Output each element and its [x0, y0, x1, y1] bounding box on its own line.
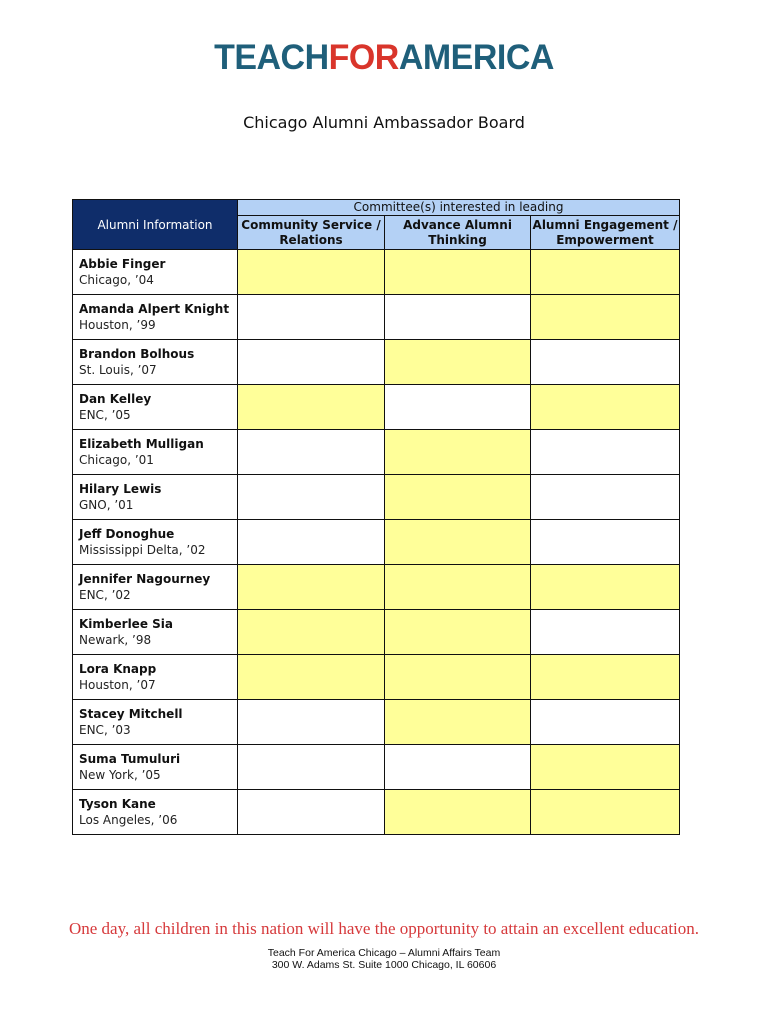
alumni-info-cell [73, 610, 238, 655]
alumni-engagement-cell-empty [531, 340, 680, 385]
alumni-engagement-cell-selected [531, 295, 680, 340]
table-row [73, 385, 680, 430]
alumni-region-year: Houston, ’07 [79, 678, 156, 692]
alumni-info-cell [73, 655, 238, 700]
alumni-region-year: Chicago, ’01 [79, 453, 154, 467]
advance-alumni-thinking-cell-selected [385, 475, 531, 520]
footer-address-line: 300 W. Adams St. Suite 1000 Chicago, IL 60606 [271, 959, 497, 971]
mission-tagline: One day, all children in this nation will have the opportunity to attain an excellent education. [68, 919, 700, 938]
alumni-info-cell [73, 565, 238, 610]
table-row [73, 250, 680, 295]
alumni-engagement-cell-selected [531, 565, 680, 610]
alumni-engagement-cell-empty [531, 430, 680, 475]
community-service-cell-empty [238, 745, 385, 790]
community-service-cell-empty [238, 340, 385, 385]
alumni-name: Suma Tumuluri [79, 752, 181, 766]
header-committees-group: Committee(s) interested in leading [238, 200, 680, 216]
page-title: Chicago Alumni Ambassador Board [243, 113, 525, 132]
advance-alumni-thinking-cell-selected [385, 655, 531, 700]
alumni-region-year: ENC, ’03 [79, 723, 131, 737]
alumni-name: Lora Knapp [79, 662, 157, 676]
alumni-region-year: Mississippi Delta, ’02 [79, 543, 206, 557]
alumni-info-cell [73, 295, 238, 340]
footer-team-line: Teach For America Chicago – Alumni Affairs Team [267, 947, 501, 959]
footer [0, 947, 768, 971]
alumni-info-cell [73, 700, 238, 745]
ambassador-board-table [72, 199, 680, 835]
advance-alumni-thinking-cell-selected [385, 250, 531, 295]
alumni-name: Jennifer Nagourney [79, 572, 211, 586]
alumni-region-year: New York, ’05 [79, 768, 161, 782]
alumni-engagement-cell-empty [531, 520, 680, 565]
community-service-cell-selected [238, 610, 385, 655]
community-service-cell-empty [238, 430, 385, 475]
alumni-info-cell [73, 340, 238, 385]
header-advance-alumni-thinking: Advance Alumni Thinking [385, 216, 531, 250]
alumni-name: Hilary Lewis [79, 482, 162, 496]
alumni-region-year: Houston, ’99 [79, 318, 156, 332]
alumni-region-year: Los Angeles, ’06 [79, 813, 178, 827]
community-service-cell-empty [238, 475, 385, 520]
alumni-name: Tyson Kane [79, 797, 156, 811]
table-body [73, 250, 680, 835]
community-service-cell-empty [238, 700, 385, 745]
alumni-region-year: ENC, ’02 [79, 588, 131, 602]
advance-alumni-thinking-cell-selected [385, 340, 531, 385]
logo-teach: TEACH [214, 38, 329, 77]
advance-alumni-thinking-cell-empty [385, 295, 531, 340]
logo-america: AMERICA [398, 38, 554, 77]
advance-alumni-thinking-cell-selected [385, 520, 531, 565]
alumni-engagement-cell-selected [531, 745, 680, 790]
table-row [73, 745, 680, 790]
community-service-cell-empty [238, 790, 385, 835]
alumni-info-cell [73, 250, 238, 295]
alumni-engagement-cell-empty [531, 610, 680, 655]
header-community-service: Community Service / Relations [238, 216, 385, 250]
logo-for: FOR [328, 38, 399, 77]
community-service-cell-selected [238, 655, 385, 700]
alumni-info-cell [73, 790, 238, 835]
alumni-name: Kimberlee Sia [79, 617, 173, 631]
table-row [73, 655, 680, 700]
alumni-engagement-cell-selected [531, 790, 680, 835]
alumni-region-year: ENC, ’05 [79, 408, 131, 422]
alumni-info-cell [73, 520, 238, 565]
alumni-info-cell [73, 385, 238, 430]
alumni-info-cell [73, 745, 238, 790]
alumni-region-year: St. Louis, ’07 [79, 363, 157, 377]
alumni-engagement-cell-empty [531, 475, 680, 520]
table-row [73, 565, 680, 610]
table-row [73, 610, 680, 655]
alumni-region-year: GNO, ’01 [79, 498, 134, 512]
alumni-name: Brandon Bolhous [79, 347, 195, 361]
advance-alumni-thinking-cell-selected [385, 700, 531, 745]
alumni-region-year: Newark, ’98 [79, 633, 152, 647]
advance-alumni-thinking-cell-empty [385, 745, 531, 790]
table-row [73, 520, 680, 565]
table-row [73, 475, 680, 520]
table-row [73, 790, 680, 835]
alumni-name: Dan Kelley [79, 392, 152, 406]
alumni-region-year: Chicago, ’04 [79, 273, 154, 287]
alumni-name: Abbie Finger [79, 257, 166, 271]
community-service-cell-selected [238, 565, 385, 610]
alumni-info-cell [73, 475, 238, 520]
teach-for-america-logo [12, 38, 757, 78]
table-row [73, 430, 680, 475]
community-service-cell-selected [238, 250, 385, 295]
alumni-info-cell [73, 430, 238, 475]
community-service-cell-selected [238, 385, 385, 430]
alumni-engagement-cell-empty [531, 700, 680, 745]
header-alumni-information: Alumni Information [73, 200, 238, 250]
alumni-name: Stacey Mitchell [79, 707, 183, 721]
table-row [73, 295, 680, 340]
table-row [73, 700, 680, 745]
community-service-cell-empty [238, 295, 385, 340]
advance-alumni-thinking-cell-selected [385, 565, 531, 610]
advance-alumni-thinking-cell-selected [385, 610, 531, 655]
alumni-engagement-cell-selected [531, 655, 680, 700]
alumni-name: Elizabeth Mulligan [79, 437, 204, 451]
table-row [73, 340, 680, 385]
header-alumni-engagement: Alumni Engagement / Empowerment [531, 216, 680, 250]
advance-alumni-thinking-cell-selected [385, 430, 531, 475]
alumni-name: Amanda Alpert Knight [79, 302, 230, 316]
alumni-name: Jeff Donoghue [79, 527, 175, 541]
advance-alumni-thinking-cell-selected [385, 790, 531, 835]
alumni-engagement-cell-selected [531, 385, 680, 430]
community-service-cell-empty [238, 520, 385, 565]
alumni-engagement-cell-selected [531, 250, 680, 295]
advance-alumni-thinking-cell-empty [385, 385, 531, 430]
